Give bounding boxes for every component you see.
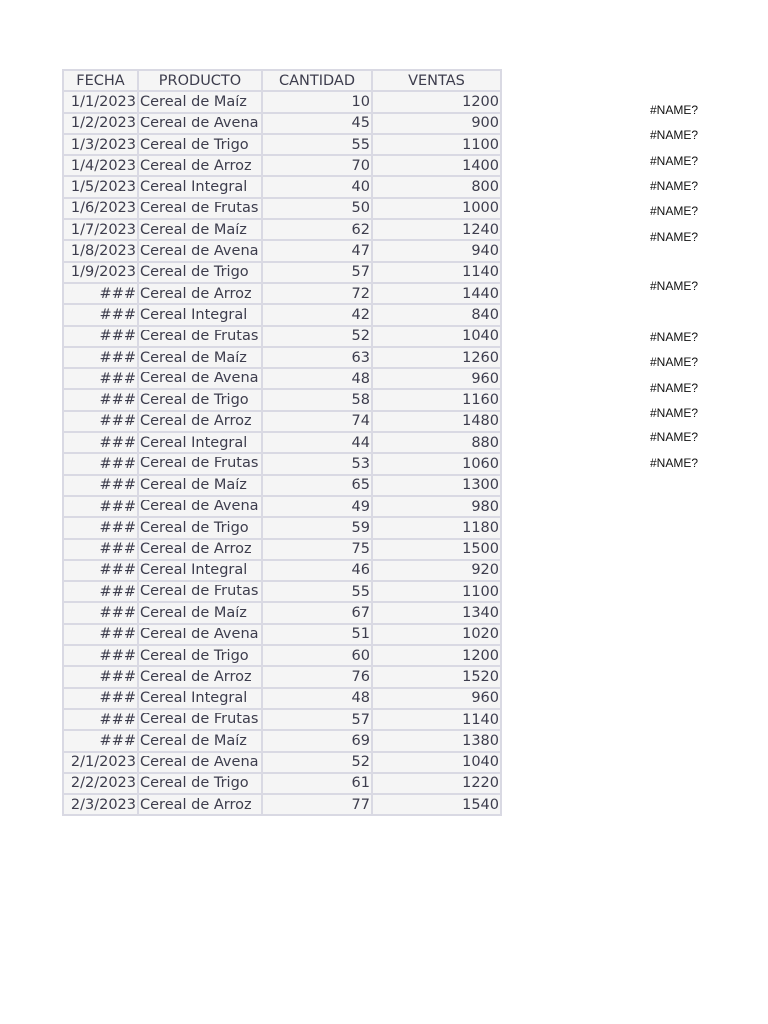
sales-cell[interactable]: 1240 (372, 219, 501, 240)
table-row (63, 283, 501, 304)
sales-cell[interactable]: 1200 (372, 645, 501, 666)
table-row (63, 794, 501, 815)
product-cell[interactable] (138, 602, 262, 623)
sales-cell[interactable]: 1140 (372, 709, 501, 730)
date-cell[interactable]: ### (63, 347, 138, 368)
quantity-cell[interactable]: 49 (262, 496, 372, 517)
product-label: Cereal de Maíz (140, 478, 247, 493)
product-cell[interactable] (138, 326, 262, 347)
table-row (63, 773, 501, 794)
table-row (63, 624, 501, 645)
sales-cell[interactable]: 960 (372, 688, 501, 709)
quantity-cell[interactable]: 48 (262, 688, 372, 709)
product-cell[interactable] (138, 752, 262, 773)
product-cell[interactable] (138, 453, 262, 474)
quantity-cell[interactable]: 61 (262, 773, 372, 794)
product-label: Cereal Integral (140, 691, 248, 706)
date-cell[interactable]: ### (63, 453, 138, 474)
product-cell[interactable] (138, 347, 262, 368)
product-cell[interactable] (138, 517, 262, 538)
sales-cell[interactable]: 1300 (372, 475, 501, 496)
product-cell[interactable] (138, 773, 262, 794)
product-label: Cereal de Frutas (140, 329, 259, 343)
product-label: Cereal de Maíz (140, 222, 247, 237)
date-cell[interactable]: 1/7/2023 (63, 219, 138, 240)
header-fecha[interactable]: FECHA (63, 70, 138, 91)
quantity-cell[interactable]: 45 (262, 113, 372, 134)
product-cell[interactable] (138, 645, 262, 666)
quantity-cell[interactable]: 51 (262, 624, 372, 645)
sales-cell[interactable]: 1340 (372, 602, 501, 623)
error-cell[interactable]: #NAME? (650, 230, 699, 244)
sales-cell[interactable]: 1140 (372, 262, 501, 283)
product-cell[interactable] (138, 389, 262, 410)
quantity-cell[interactable]: 63 (262, 347, 372, 368)
sales-cell[interactable]: 940 (372, 240, 501, 261)
product-cell[interactable] (138, 411, 262, 432)
table-row (63, 240, 501, 261)
product-label: Cereal de Maíz (140, 606, 247, 621)
quantity-cell[interactable]: 69 (262, 730, 372, 751)
date-cell[interactable]: ### (63, 283, 138, 304)
sales-cell[interactable]: 1260 (372, 347, 501, 368)
sales-cell[interactable]: 1200 (372, 91, 501, 112)
table-row (63, 326, 501, 347)
quantity-cell[interactable]: 57 (262, 709, 372, 730)
date-cell[interactable]: ### (63, 304, 138, 325)
date-cell[interactable]: ### (63, 602, 138, 623)
quantity-cell[interactable]: 55 (262, 581, 372, 602)
date-cell[interactable]: ### (63, 645, 138, 666)
error-cell[interactable]: #NAME? (650, 456, 699, 470)
product-cell[interactable] (138, 219, 262, 240)
sales-cell[interactable]: 1520 (372, 666, 501, 687)
quantity-cell[interactable]: 67 (262, 602, 372, 623)
date-cell[interactable]: 2/3/2023 (63, 794, 138, 815)
header-producto[interactable]: PRODUCTO (138, 70, 262, 91)
product-label: Cereal Integral (140, 307, 248, 322)
table-row (63, 709, 501, 730)
quantity-cell[interactable]: 50 (262, 198, 372, 219)
quantity-cell[interactable]: 77 (262, 794, 372, 815)
error-cell[interactable]: #NAME? (650, 179, 699, 193)
product-label: Cereal de Arroz (140, 414, 252, 429)
header-ventas[interactable]: VENTAS (372, 70, 501, 91)
product-label: Cereal de Trigo (140, 520, 249, 535)
quantity-cell[interactable]: 47 (262, 240, 372, 261)
quantity-cell[interactable]: 75 (262, 539, 372, 560)
sales-cell[interactable]: 1380 (372, 730, 501, 751)
error-cell[interactable]: #NAME? (650, 204, 699, 218)
product-label: Cereal de Arroz (140, 797, 252, 812)
product-label: Cereal de Trigo (140, 776, 249, 791)
sales-cell[interactable]: 1160 (372, 389, 501, 410)
product-cell[interactable] (138, 155, 262, 176)
sales-table (62, 69, 502, 816)
date-cell[interactable]: 1/2/2023 (63, 113, 138, 134)
header-cantidad[interactable]: CANTIDAD (262, 70, 372, 91)
table-row (63, 219, 501, 240)
error-cell[interactable]: #NAME? (650, 103, 699, 117)
quantity-cell[interactable]: 76 (262, 666, 372, 687)
product-label: Cereal de Maíz (140, 94, 247, 109)
table-row (63, 176, 501, 197)
product-label: Cereal de Trigo (140, 648, 249, 663)
quantity-cell[interactable]: 60 (262, 645, 372, 666)
table-row (63, 475, 501, 496)
table-row (63, 347, 501, 368)
product-cell[interactable] (138, 730, 262, 751)
table-row (63, 389, 501, 410)
product-label: Cereal de Avena (140, 372, 259, 386)
product-label: Cereal de Avena (140, 627, 259, 641)
sales-cell[interactable]: 1040 (372, 752, 501, 773)
quantity-cell[interactable]: 59 (262, 517, 372, 538)
table-row (63, 134, 501, 155)
table-row (63, 304, 501, 325)
quantity-cell[interactable]: 52 (262, 326, 372, 347)
quantity-cell[interactable]: 52 (262, 752, 372, 773)
sales-cell[interactable]: 1180 (372, 517, 501, 538)
product-cell[interactable] (138, 432, 262, 453)
table-row (63, 453, 501, 474)
date-cell[interactable]: ### (63, 581, 138, 602)
date-cell[interactable]: 1/9/2023 (63, 262, 138, 283)
table-row (63, 560, 501, 581)
sales-cell[interactable]: 960 (372, 368, 501, 389)
date-cell[interactable]: ### (63, 389, 138, 410)
product-label: Cereal de Avena (140, 244, 259, 258)
product-cell[interactable] (138, 368, 262, 389)
table-row (63, 730, 501, 751)
quantity-cell[interactable]: 62 (262, 219, 372, 240)
date-cell[interactable]: ### (63, 688, 138, 709)
table-row (63, 581, 501, 602)
quantity-cell[interactable]: 46 (262, 560, 372, 581)
product-label: Cereal de Arroz (140, 542, 252, 557)
table-row (63, 496, 501, 517)
table-row (63, 688, 501, 709)
quantity-cell[interactable]: 72 (262, 283, 372, 304)
product-cell[interactable] (138, 283, 262, 304)
product-label: Cereal de Avena (140, 755, 259, 769)
date-cell[interactable]: ### (63, 517, 138, 538)
quantity-cell[interactable]: 65 (262, 475, 372, 496)
product-label: Cereal de Frutas (140, 457, 259, 471)
date-cell[interactable]: 1/8/2023 (63, 240, 138, 261)
header-row (63, 70, 501, 91)
quantity-cell[interactable]: 55 (262, 134, 372, 155)
product-cell[interactable] (138, 134, 262, 155)
error-cell[interactable]: #NAME? (650, 128, 699, 142)
sales-cell[interactable]: 1480 (372, 411, 501, 432)
product-label: Cereal de Arroz (140, 158, 252, 173)
product-label: Cereal de Maíz (140, 733, 247, 748)
product-cell[interactable] (138, 176, 262, 197)
product-label: Cereal Integral (140, 435, 248, 450)
date-cell[interactable]: ### (63, 666, 138, 687)
product-cell[interactable] (138, 91, 262, 112)
date-cell[interactable]: 2/2/2023 (63, 773, 138, 794)
product-label: Cereal de Avena (140, 116, 259, 130)
sales-cell[interactable]: 880 (372, 432, 501, 453)
product-cell[interactable] (138, 240, 262, 261)
quantity-cell[interactable]: 40 (262, 176, 372, 197)
sales-cell[interactable]: 1000 (372, 198, 501, 219)
quantity-cell[interactable]: 44 (262, 432, 372, 453)
date-cell[interactable]: ### (63, 411, 138, 432)
product-label: Cereal de Maíz (140, 350, 247, 365)
table-row (63, 411, 501, 432)
quantity-cell[interactable]: 10 (262, 91, 372, 112)
quantity-cell[interactable]: 53 (262, 453, 372, 474)
table-row (63, 432, 501, 453)
table-row (63, 198, 501, 219)
sales-cell[interactable]: 1020 (372, 624, 501, 645)
product-label: Cereal de Trigo (140, 265, 249, 280)
product-cell[interactable] (138, 496, 262, 517)
table-row (63, 113, 501, 134)
product-cell[interactable] (138, 624, 262, 645)
table-row (63, 666, 501, 687)
quantity-cell[interactable]: 42 (262, 304, 372, 325)
error-cell[interactable]: #NAME? (650, 406, 699, 420)
error-cell[interactable]: #NAME? (650, 430, 699, 444)
error-cell[interactable]: #NAME? (650, 279, 699, 293)
sales-cell[interactable]: 980 (372, 496, 501, 517)
sales-cell[interactable]: 1540 (372, 794, 501, 815)
error-cell[interactable]: #NAME? (650, 330, 699, 344)
product-cell[interactable] (138, 198, 262, 219)
sales-cell[interactable]: 800 (372, 176, 501, 197)
product-cell[interactable] (138, 113, 262, 134)
product-label: Cereal de Trigo (140, 393, 249, 408)
product-cell[interactable] (138, 475, 262, 496)
product-label: Cereal de Avena (140, 500, 259, 514)
sales-cell[interactable]: 1100 (372, 581, 501, 602)
table-row (63, 517, 501, 538)
date-cell[interactable]: ### (63, 326, 138, 347)
table-row (63, 368, 501, 389)
product-label: Cereal de Frutas (140, 713, 259, 727)
product-cell[interactable] (138, 581, 262, 602)
date-cell[interactable]: ### (63, 368, 138, 389)
error-cell[interactable]: #NAME? (650, 355, 699, 369)
table-row (63, 602, 501, 623)
date-cell[interactable]: ### (63, 496, 138, 517)
date-cell[interactable]: ### (63, 432, 138, 453)
product-cell[interactable] (138, 262, 262, 283)
product-label: Cereal de Arroz (140, 669, 252, 684)
error-cell[interactable]: #NAME? (650, 381, 699, 395)
table-row (63, 262, 501, 283)
product-label: Cereal Integral (140, 563, 248, 578)
table-row (63, 645, 501, 666)
product-label: Cereal de Arroz (140, 286, 252, 301)
quantity-cell[interactable]: 74 (262, 411, 372, 432)
product-cell[interactable] (138, 560, 262, 581)
date-cell[interactable]: 1/3/2023 (63, 134, 138, 155)
product-cell[interactable] (138, 539, 262, 560)
sales-cell[interactable]: 1400 (372, 155, 501, 176)
quantity-cell[interactable]: 70 (262, 155, 372, 176)
table-row (63, 539, 501, 560)
sales-cell[interactable]: 1500 (372, 539, 501, 560)
sales-cell[interactable]: 840 (372, 304, 501, 325)
sales-cell[interactable]: 1440 (372, 283, 501, 304)
date-cell[interactable]: ### (63, 730, 138, 751)
quantity-cell[interactable]: 58 (262, 389, 372, 410)
date-cell[interactable]: 1/5/2023 (63, 176, 138, 197)
sales-cell[interactable]: 1220 (372, 773, 501, 794)
product-cell[interactable] (138, 304, 262, 325)
product-label: Cereal de Frutas (140, 585, 259, 599)
date-cell[interactable]: ### (63, 539, 138, 560)
date-cell[interactable]: ### (63, 709, 138, 730)
product-label: Cereal de Trigo (140, 137, 249, 152)
quantity-cell[interactable]: 57 (262, 262, 372, 283)
error-cell[interactable]: #NAME? (650, 154, 699, 168)
sales-cell[interactable]: 1060 (372, 453, 501, 474)
table-body (63, 91, 501, 815)
product-cell[interactable] (138, 688, 262, 709)
table-row (63, 752, 501, 773)
sales-cell[interactable]: 900 (372, 113, 501, 134)
date-cell[interactable]: 1/6/2023 (63, 198, 138, 219)
product-cell[interactable] (138, 709, 262, 730)
product-cell[interactable] (138, 666, 262, 687)
product-cell[interactable] (138, 794, 262, 815)
date-cell[interactable]: 2/1/2023 (63, 752, 138, 773)
date-cell[interactable]: 1/1/2023 (63, 91, 138, 112)
table-row (63, 155, 501, 176)
quantity-cell[interactable]: 48 (262, 368, 372, 389)
product-label: Cereal de Frutas (140, 201, 259, 215)
date-cell[interactable]: ### (63, 624, 138, 645)
date-cell[interactable]: ### (63, 475, 138, 496)
table-row (63, 91, 501, 112)
product-label: Cereal Integral (140, 180, 248, 195)
sales-cell[interactable]: 920 (372, 560, 501, 581)
date-cell[interactable]: ### (63, 560, 138, 581)
date-cell[interactable]: 1/4/2023 (63, 155, 138, 176)
sales-cell[interactable]: 1100 (372, 134, 501, 155)
sales-cell[interactable]: 1040 (372, 326, 501, 347)
